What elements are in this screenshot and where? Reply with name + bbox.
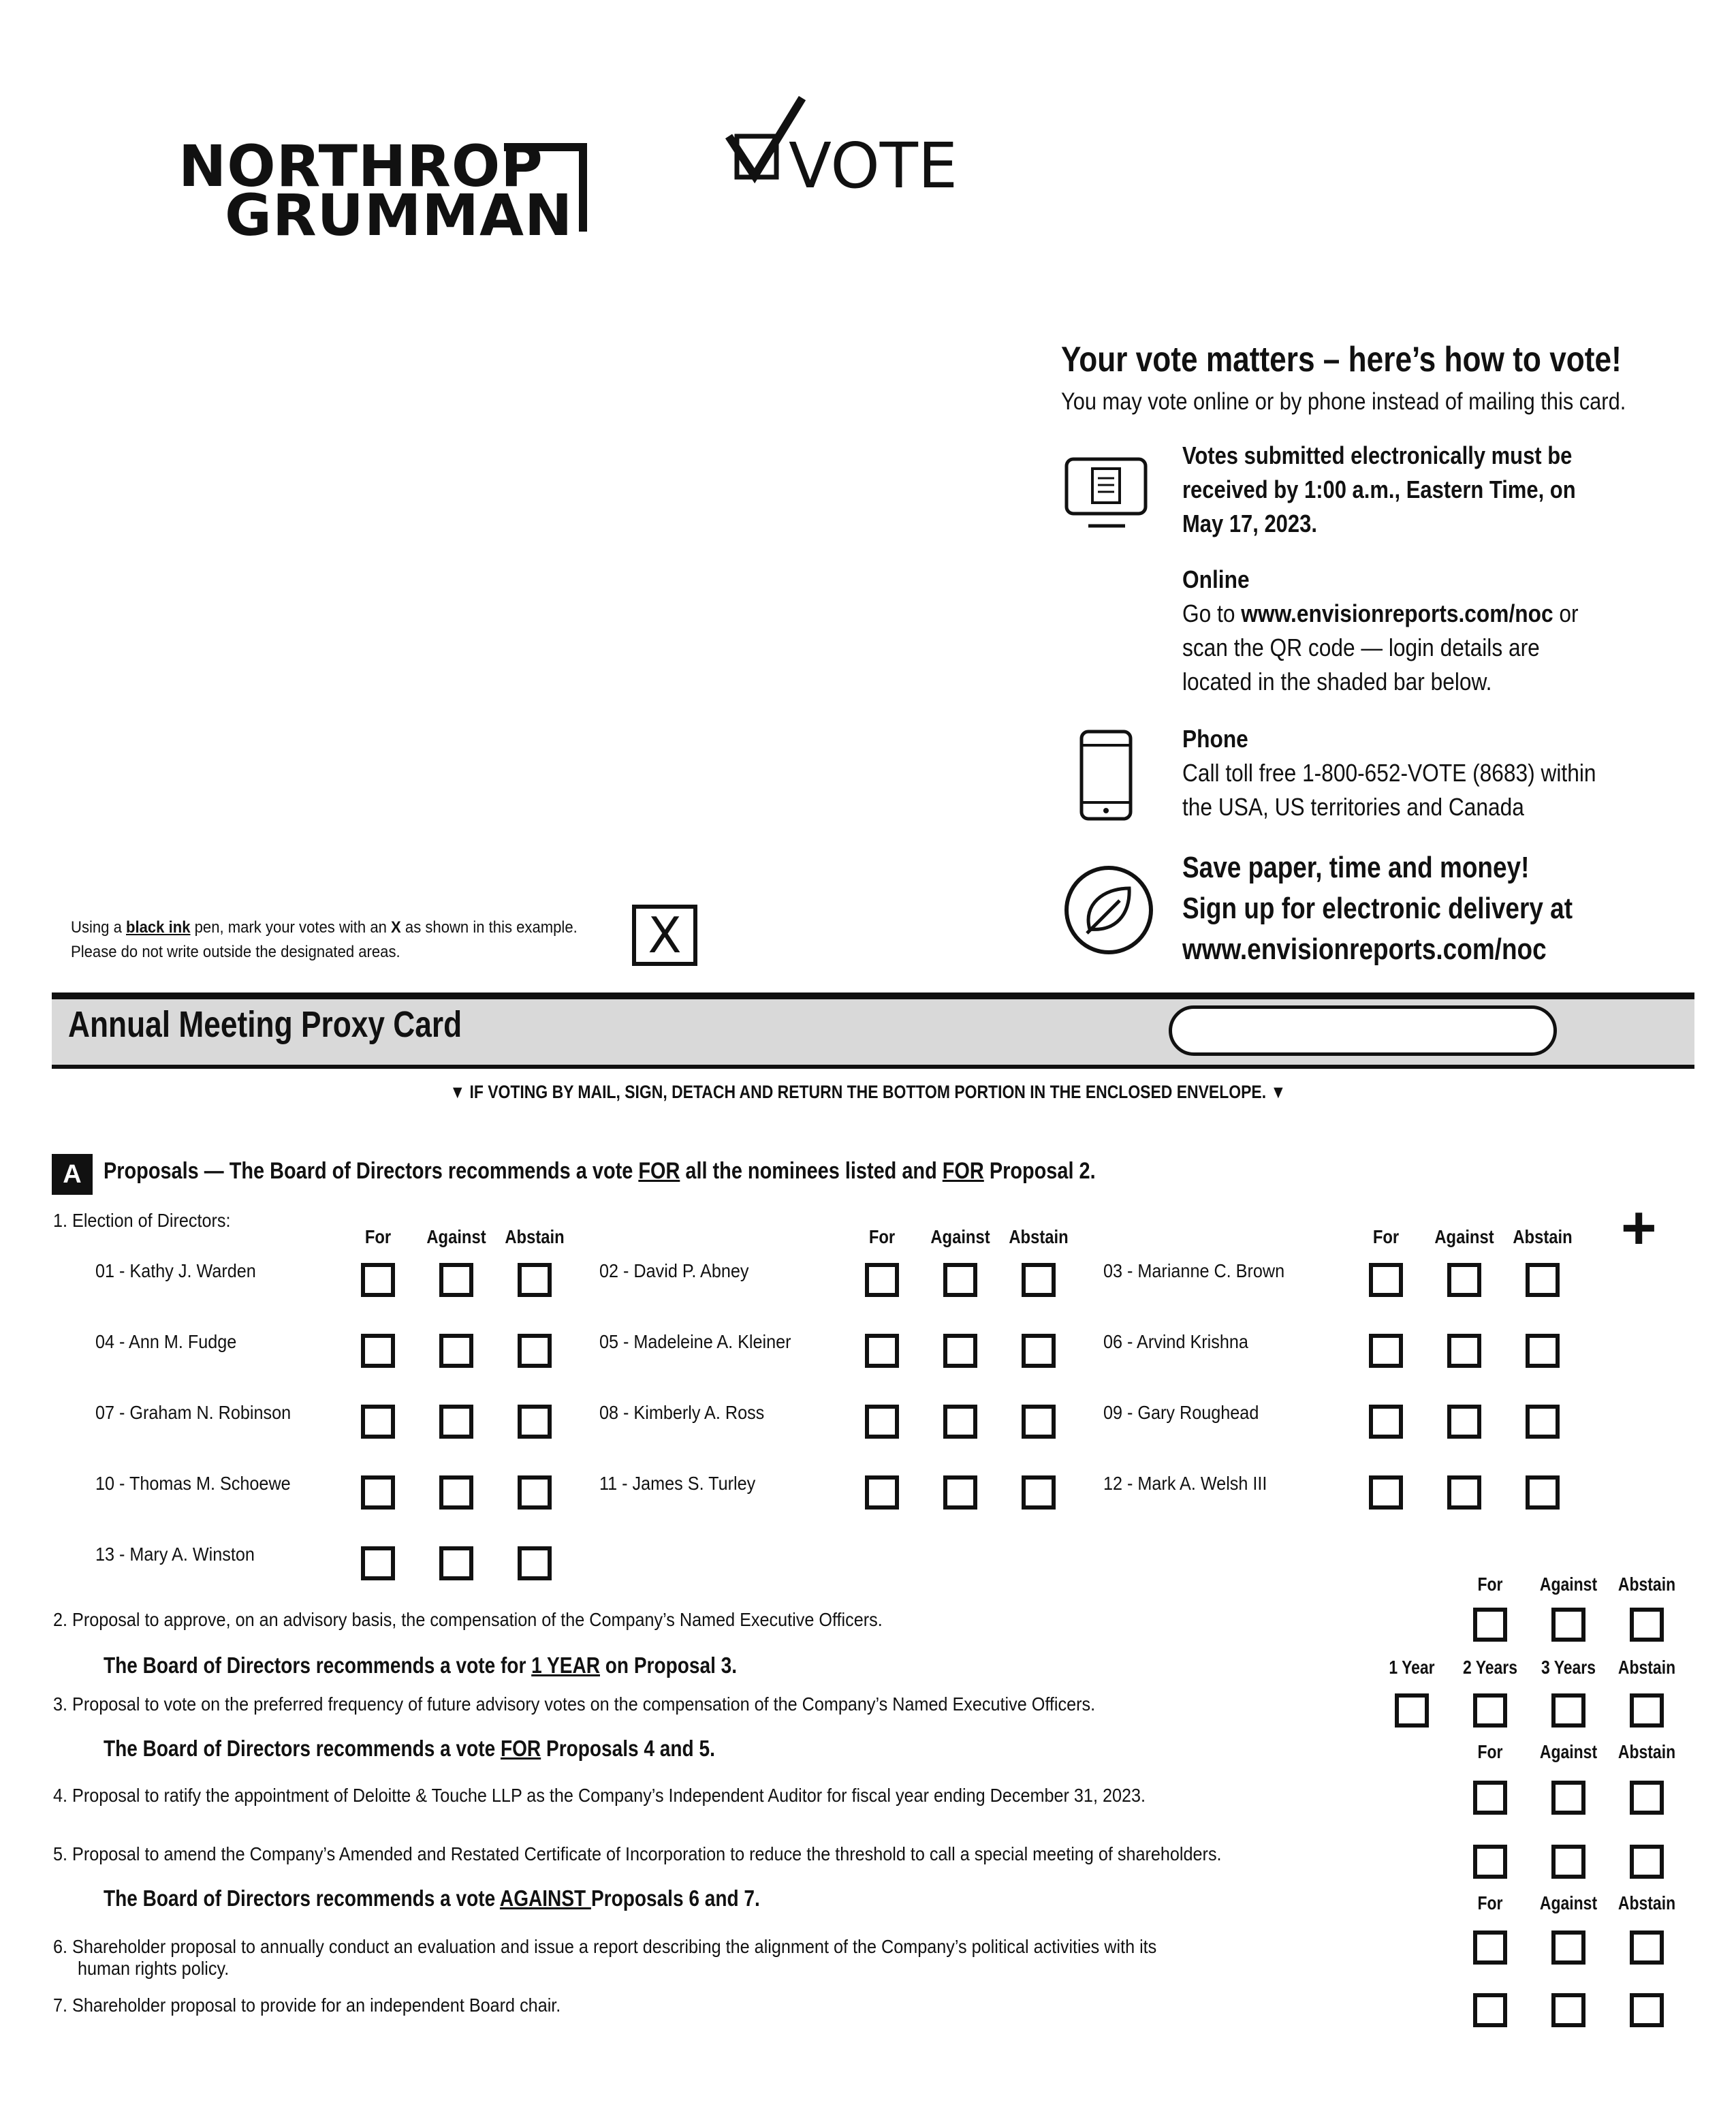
proposal-column-header: 3 Years xyxy=(1541,1657,1596,1678)
nominee-against-checkbox[interactable] xyxy=(439,1405,473,1439)
nominee-for-checkbox[interactable] xyxy=(865,1334,899,1368)
instr-x: X xyxy=(391,918,401,937)
proposal-column-header: Against xyxy=(1539,1574,1598,1595)
rec45-a: The Board of Directors recommends a vote xyxy=(104,1736,501,1761)
nominee-for-checkbox[interactable] xyxy=(865,1263,899,1297)
nominee-against-checkbox[interactable] xyxy=(1447,1405,1481,1439)
nominee-name: 04 - Ann M. Fudge xyxy=(95,1331,237,1352)
nominee-for-checkbox[interactable] xyxy=(865,1475,899,1510)
logo-bracket xyxy=(504,143,587,232)
instr-p1: Using a xyxy=(71,918,127,937)
section-a-badge: A xyxy=(52,1154,93,1195)
nominee-against-checkbox[interactable] xyxy=(943,1405,977,1439)
proposal-4-checkbox-0[interactable] xyxy=(1473,1781,1507,1815)
deadline-text xyxy=(1182,439,1576,541)
rec67-a: The Board of Directors recommends a vote xyxy=(104,1886,500,1911)
example-x-mark: X xyxy=(648,907,682,964)
online-or: or xyxy=(1553,599,1579,627)
deadline-line-2: received by 1:00 a.m., Eastern Time, on xyxy=(1182,475,1576,503)
nominee-abstain-checkbox[interactable] xyxy=(1526,1475,1560,1510)
proposal-2-checkbox-2[interactable] xyxy=(1630,1608,1664,1642)
nominee-abstain-checkbox[interactable] xyxy=(518,1334,552,1368)
nominee-for-checkbox[interactable] xyxy=(361,1405,395,1439)
nominee-against-checkbox[interactable] xyxy=(1447,1475,1481,1510)
save-line-1: Save paper, time and money! xyxy=(1182,851,1530,884)
nominee-against-checkbox[interactable] xyxy=(1447,1334,1481,1368)
nominee-abstain-checkbox[interactable] xyxy=(1526,1334,1560,1368)
proposal-3-text: 3. Proposal to vote on the preferred frequency of future advisory votes on the compensation of the Company’s Named Executive Officers. xyxy=(53,1693,1096,1715)
online-line-1 xyxy=(1182,597,1579,631)
phone-line-2: the USA, US territories and Canada xyxy=(1182,793,1524,821)
proposal-3-checkbox-1[interactable] xyxy=(1473,1693,1507,1728)
proposal-6-checkbox-2[interactable] xyxy=(1630,1930,1664,1965)
nominee-for-checkbox[interactable] xyxy=(1369,1263,1403,1297)
sec-a-t3: Proposal 2. xyxy=(983,1158,1096,1184)
vote-column-header: Abstain xyxy=(505,1226,565,1247)
howto-subline: You may vote online or by phone instead of mailing this card. xyxy=(1061,388,1626,415)
election-label: 1. Election of Directors: xyxy=(53,1210,231,1231)
proposal-column-header: 2 Years xyxy=(1462,1657,1518,1678)
vote-column-header: Against xyxy=(1434,1226,1494,1247)
vote-column-header: Abstain xyxy=(1513,1226,1573,1247)
nominee-for-checkbox[interactable] xyxy=(361,1263,395,1297)
sec-a-t2: all the nominees listed and xyxy=(680,1158,943,1184)
vote-column-header: For xyxy=(868,1226,896,1247)
login-details-pill xyxy=(1169,1005,1557,1056)
nominee-abstain-checkbox[interactable] xyxy=(1022,1263,1056,1297)
mobile-phone-icon xyxy=(1077,728,1135,823)
rec-proposals-6-7 xyxy=(104,1886,760,1911)
proposal-3-checkbox-3[interactable] xyxy=(1630,1693,1664,1728)
proposal-column-header: Abstain xyxy=(1617,1657,1676,1678)
instr-p2: pen, mark your votes with an xyxy=(190,918,392,937)
nominee-name: 10 - Thomas M. Schoewe xyxy=(95,1473,291,1494)
proposal-6-line-2: human rights policy. xyxy=(78,1958,230,1979)
nominee-against-checkbox[interactable] xyxy=(439,1334,473,1368)
vote-column-header: For xyxy=(1372,1226,1400,1247)
logo-line-2: GRUMMAN xyxy=(225,182,573,249)
logo-line-1: NORTHROP xyxy=(178,133,543,200)
nominee-name: 09 - Gary Roughead xyxy=(1103,1402,1259,1423)
nominee-for-checkbox[interactable] xyxy=(865,1405,899,1439)
proposal-column-header: Abstain xyxy=(1617,1741,1676,1762)
nominee-for-checkbox[interactable] xyxy=(1369,1405,1403,1439)
nominee-name: 03 - Marianne C. Brown xyxy=(1103,1260,1285,1281)
instructions-line-1 xyxy=(71,916,578,940)
proposal-3-checkbox-0[interactable] xyxy=(1395,1693,1429,1728)
nominee-abstain-checkbox[interactable] xyxy=(1022,1475,1056,1510)
section-a-title xyxy=(104,1158,1096,1185)
nominee-abstain-checkbox[interactable] xyxy=(518,1405,552,1439)
save-line-2: Sign up for electronic delivery at xyxy=(1182,892,1573,925)
proposal-2-text: 2. Proposal to approve, on an advisory basis, the compensation of the Company’s Named Executive Officers. xyxy=(53,1609,883,1630)
proposal-column-header: For xyxy=(1477,1892,1503,1913)
vote-logo xyxy=(722,95,958,202)
rec3-a: The Board of Directors recommends a vote for xyxy=(104,1653,532,1678)
vote-column-header: For xyxy=(364,1226,392,1247)
phone-line-1: Call toll free 1-800-652-VOTE (8683) within xyxy=(1182,759,1596,787)
rec45-u: FOR xyxy=(500,1736,541,1761)
online-line-2: scan the QR code — login details are xyxy=(1182,634,1540,661)
nominee-against-checkbox[interactable] xyxy=(943,1475,977,1510)
nominee-against-checkbox[interactable] xyxy=(439,1546,473,1580)
rec-proposal-3 xyxy=(104,1653,737,1678)
nominee-name: 12 - Mark A. Welsh III xyxy=(1103,1473,1267,1494)
online-line-3: located in the shaded bar below. xyxy=(1182,668,1492,695)
vote-logo-text: VOTE xyxy=(789,129,958,202)
rec45-b: Proposals 4 and 5. xyxy=(541,1736,715,1761)
proposal-6-text xyxy=(53,1936,1156,1980)
northrop-grumman-logo xyxy=(178,133,601,249)
proposal-column-header: 1 Year xyxy=(1389,1657,1435,1678)
nominee-abstain-checkbox[interactable] xyxy=(1022,1334,1056,1368)
nominee-abstain-checkbox[interactable] xyxy=(1526,1405,1560,1439)
nominee-for-checkbox[interactable] xyxy=(1369,1475,1403,1510)
proposal-2-checkbox-1[interactable] xyxy=(1551,1608,1585,1642)
proposal-7-checkbox-0[interactable] xyxy=(1473,1993,1507,2027)
plus-mark: + xyxy=(1621,1194,1657,1262)
nominee-name: 07 - Graham N. Robinson xyxy=(95,1402,291,1423)
save-paper-block xyxy=(1182,847,1573,970)
nominee-against-checkbox[interactable] xyxy=(943,1334,977,1368)
proposal-4-checkbox-2[interactable] xyxy=(1630,1781,1664,1815)
nominee-against-checkbox[interactable] xyxy=(439,1475,473,1510)
detach-notice-text: IF VOTING BY MAIL, SIGN, DETACH AND RETURN THE BOTTOM PORTION IN THE ENCLOSED ENVELOPE. xyxy=(469,1082,1267,1102)
rec-proposals-4-5 xyxy=(104,1736,715,1762)
howto-headline: Your vote matters – here’s how to vote! xyxy=(1061,340,1622,379)
triangle-down-icon: ▼ xyxy=(449,1082,470,1102)
edelivery-url-link[interactable]: www.envisionreports.com/noc xyxy=(1182,933,1547,966)
phone-block xyxy=(1182,722,1596,824)
proposal-column-header: For xyxy=(1477,1574,1503,1595)
nominee-name: 01 - Kathy J. Warden xyxy=(95,1260,256,1281)
online-block xyxy=(1182,563,1579,699)
nominee-against-checkbox[interactable] xyxy=(1447,1263,1481,1297)
proposal-7-checkbox-2[interactable] xyxy=(1630,1993,1664,2027)
proposal-3-checkbox-2[interactable] xyxy=(1551,1693,1585,1728)
proposal-column-header: For xyxy=(1477,1741,1503,1762)
proposal-5-text: 5. Proposal to amend the Company’s Amended and Restated Certificate of Incorporation to reduce the threshold to call a special meeting of shareholders. xyxy=(53,1843,1222,1864)
nominee-name: 08 - Kimberly A. Ross xyxy=(599,1402,765,1423)
proposal-4-checkbox-1[interactable] xyxy=(1551,1781,1585,1815)
detach-notice xyxy=(0,1082,1736,1103)
nominee-name: 13 - Mary A. Winston xyxy=(95,1544,255,1565)
proposal-column-header: Abstain xyxy=(1617,1574,1676,1595)
instr-p3: as shown in this example. xyxy=(400,918,578,937)
nominee-abstain-checkbox[interactable] xyxy=(518,1263,552,1297)
instr-black-ink: black ink xyxy=(126,918,191,937)
nominee-against-checkbox[interactable] xyxy=(439,1263,473,1297)
proposal-5-checkbox-2[interactable] xyxy=(1630,1845,1664,1879)
proposal-5-checkbox-1[interactable] xyxy=(1551,1845,1585,1879)
sec-a-t1: Proposals — The Board of Directors recommends a vote xyxy=(104,1158,639,1184)
proxy-card-title: Annual Meeting Proxy Card xyxy=(68,1004,462,1045)
vote-column-header: Against xyxy=(426,1226,486,1247)
proposal-2-checkbox-0[interactable] xyxy=(1473,1608,1507,1642)
rec3-u: 1 YEAR xyxy=(531,1653,600,1678)
nominee-for-checkbox[interactable] xyxy=(361,1546,395,1580)
triangle-down-icon: ▼ xyxy=(1266,1082,1287,1102)
nominee-abstain-checkbox[interactable] xyxy=(518,1475,552,1510)
proposal-6-checkbox-1[interactable] xyxy=(1551,1930,1585,1965)
proposal-column-header: Against xyxy=(1539,1741,1598,1762)
nominee-for-checkbox[interactable] xyxy=(361,1475,395,1510)
rec67-b: Proposals 6 and 7. xyxy=(590,1886,760,1911)
marking-instructions xyxy=(71,916,578,965)
online-go: Go to xyxy=(1182,599,1242,627)
nominee-name: 05 - Madeleine A. Kleiner xyxy=(599,1331,791,1352)
example-marked-box xyxy=(632,905,697,966)
deadline-line-1: Votes submitted electronically must be xyxy=(1182,441,1573,469)
deadline-line-3: May 17, 2023. xyxy=(1182,510,1317,537)
nominee-name: 06 - Arvind Krishna xyxy=(1103,1331,1248,1352)
proposal-6-checkbox-0[interactable] xyxy=(1473,1930,1507,1965)
instructions-line-2: Please do not write outside the designated areas. xyxy=(71,943,400,961)
proposal-7-text: 7. Shareholder proposal to provide for an independent Board chair. xyxy=(53,1995,561,2016)
proposal-6-line-1: 6. Shareholder proposal to annually conduct an evaluation and issue a report describing the alignment of the Company’s political activities with its xyxy=(53,1936,1157,1957)
vote-column-header: Against xyxy=(930,1226,990,1247)
proposal-column-header: Abstain xyxy=(1617,1892,1676,1913)
proposal-5-checkbox-0[interactable] xyxy=(1473,1845,1507,1879)
vote-column-header: Abstain xyxy=(1009,1226,1069,1247)
nominee-name: 11 - James S. Turley xyxy=(599,1473,756,1494)
rec67-u: AGAINST xyxy=(499,1886,591,1911)
leaf-eco-icon xyxy=(1062,864,1155,956)
nominee-abstain-checkbox[interactable] xyxy=(1022,1405,1056,1439)
nominee-for-checkbox[interactable] xyxy=(361,1334,395,1368)
nominee-abstain-checkbox[interactable] xyxy=(518,1546,552,1580)
online-url-link[interactable]: www.envisionreports.com/noc xyxy=(1241,599,1553,627)
nominee-name: 02 - David P. Abney xyxy=(599,1260,749,1281)
proposal-4-text: 4. Proposal to ratify the appointment of Deloitte & Touche LLP as the Company’s Independent Auditor for fiscal year ending December 31, 2023. xyxy=(53,1785,1146,1806)
nominee-for-checkbox[interactable] xyxy=(1369,1334,1403,1368)
phone-title: Phone xyxy=(1182,725,1248,753)
sec-a-for2: FOR xyxy=(942,1158,984,1184)
proposal-column-header: Against xyxy=(1539,1892,1598,1913)
computer-monitor-icon xyxy=(1062,455,1151,537)
rec3-b: on Proposal 3. xyxy=(599,1653,738,1678)
sec-a-for1: FOR xyxy=(638,1158,680,1184)
online-title: Online xyxy=(1182,565,1250,593)
proposal-7-checkbox-1[interactable] xyxy=(1551,1993,1585,2027)
nominee-against-checkbox[interactable] xyxy=(943,1263,977,1297)
nominee-abstain-checkbox[interactable] xyxy=(1526,1263,1560,1297)
